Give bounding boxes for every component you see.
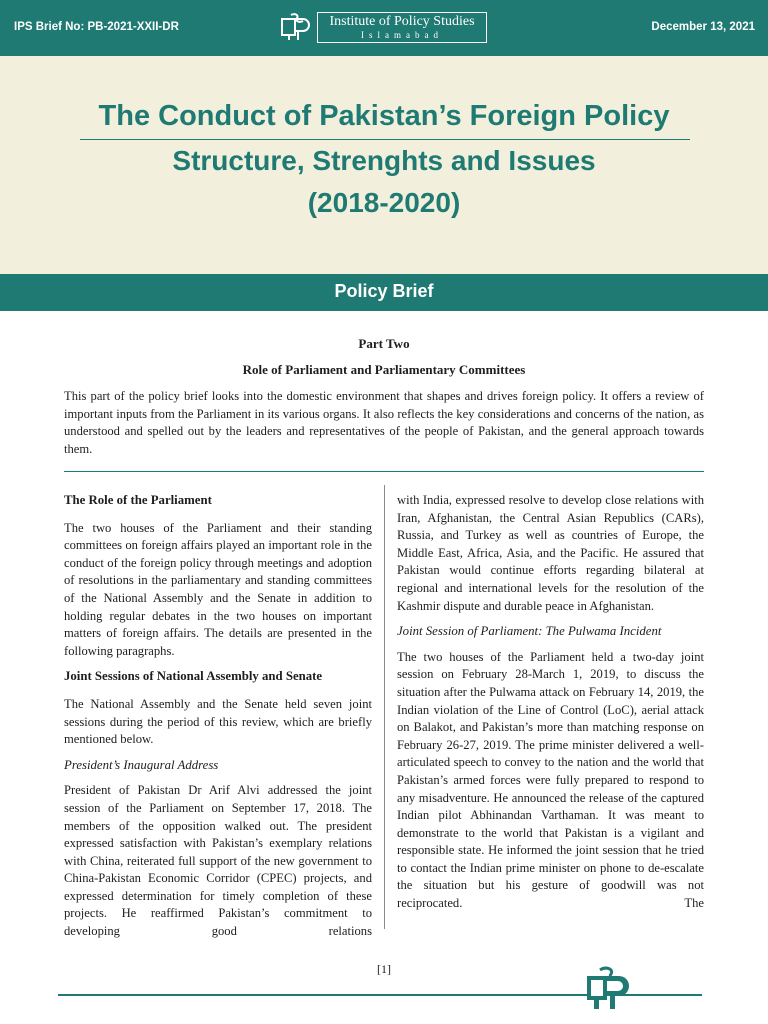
right-column [397, 492, 704, 921]
subheading-presidents-address: President’s Inaugural Address [64, 757, 219, 772]
part-heading: Part Two [358, 336, 410, 351]
paragraph-joint-sessions: The National Assembly and the Senate held seven joint sessions during the period of this review, which are briefly mentioned below. [64, 696, 372, 747]
title-line-1: The Conduct of Pakistan’s Foreign Policy [98, 100, 670, 132]
title-line-3: (2018-2020) [307, 187, 461, 218]
heading-joint-sessions: Joint Sessions of National Assembly and Senate [64, 669, 323, 684]
brief-number: IPS Brief No: PB-2021-XXII-DR [14, 21, 179, 33]
ips-logo-icon [281, 13, 311, 41]
paragraph-role-of-parliament: The two houses of the Parliament and their standing committees on foreign affairs played an important role in the conduct of the foreign policy through meetings and adoption of resolutions in the parliamentary and standing committees of the National Assembly and the Senate in addition to holding regular debates in the two houses on important matters of foreign affairs. The details are presented in the following paragraphs. [64, 520, 372, 658]
left-column [64, 490, 372, 949]
logo-text-box [317, 12, 487, 43]
brief-date: December 13, 2021 [651, 21, 755, 33]
paragraph-pulwama-incident: The two houses of the Parliament held a two-day joint session on February 28-March 1, 2019, to discuss the situation after the Pulwama attack on February 14, 2019, the Indian violation of the Line of Control (LoC), aerial attack on Balakot, and Pakistan’s more than matching response on February 26-27, 2019. The prime minister delivered a well-articulated speech to convey to the nation and the world that Pakistan’s armed forces were fully prepared to respond to any misadventure. He announced the release of the captured Indian pilot Abhinandan Varthaman. It was meant to demonstrate to the world that Pakistan is a vigilant and responsible state. He informed the joint session that he tried to contact the Indian prime minister on phone to de-escalate the situation but his gesture of goodwill was not reciprocated. The [397, 649, 704, 911]
institute-name: Institute of Policy Studies [329, 14, 475, 29]
section-title: Role of Parliament and Parliamentary Committees [242, 362, 526, 377]
page-number: [1] [377, 962, 391, 976]
ips-logo-icon [584, 966, 634, 1010]
title-line-2: Structure, Strenghts and Issues [172, 145, 596, 176]
title-band [0, 56, 768, 274]
heading-role-of-parliament: The Role of the Parliament [64, 493, 212, 507]
subheading-pulwama-incident: Joint Session of Parliament: The Pulwama Incident [397, 624, 662, 639]
top-header-bar [0, 0, 768, 56]
paragraph-presidents-address: President of Pakistan Dr Arif Alvi addressed the joint session of the Parliament on September 17, 2018. The members of the opposition walked out. The president expressed satisfaction with Pakistan’s exemplary relations with China, reiterated full support of the new government to China-Pakistan Economic Corridor (CPEC) projects, and expressed determination for timely completion of these projects. He reaffirmed Pakistan’s commitment to developing good relations [64, 783, 372, 939]
title-underline [80, 139, 690, 140]
intro-paragraph: This part of the policy brief looks into the domestic environment that shapes and drives foreign policy. It offers a review of important inputs from the Parliament in its various organs. It also reflects the key considerations and concerns of the nation, as understood and spelled out by the leaders and representatives of the people of Pakistan, and the general approach towards them. [64, 389, 704, 456]
policy-brief-label: Policy Brief [334, 281, 434, 301]
ips-logo [281, 12, 489, 43]
institute-city: Islamabad [361, 30, 443, 40]
intro-divider [64, 471, 704, 472]
policy-brief-band [0, 274, 768, 311]
column-divider [384, 485, 385, 929]
paragraph-presidents-address-continued: with India, expressed resolve to develop close relations with Iran, Afghanistan, the Central Asian Republics (CARs), Russia, and Turkey as well as countries of Europe, the Middle East, Africa, Asia, and the Pacific. He assured that Pakistan would continue efforts regarding bilateral at regional and international levels for the resolution of the Kashmir dispute and durable peace in Afghanistan. [397, 493, 704, 613]
